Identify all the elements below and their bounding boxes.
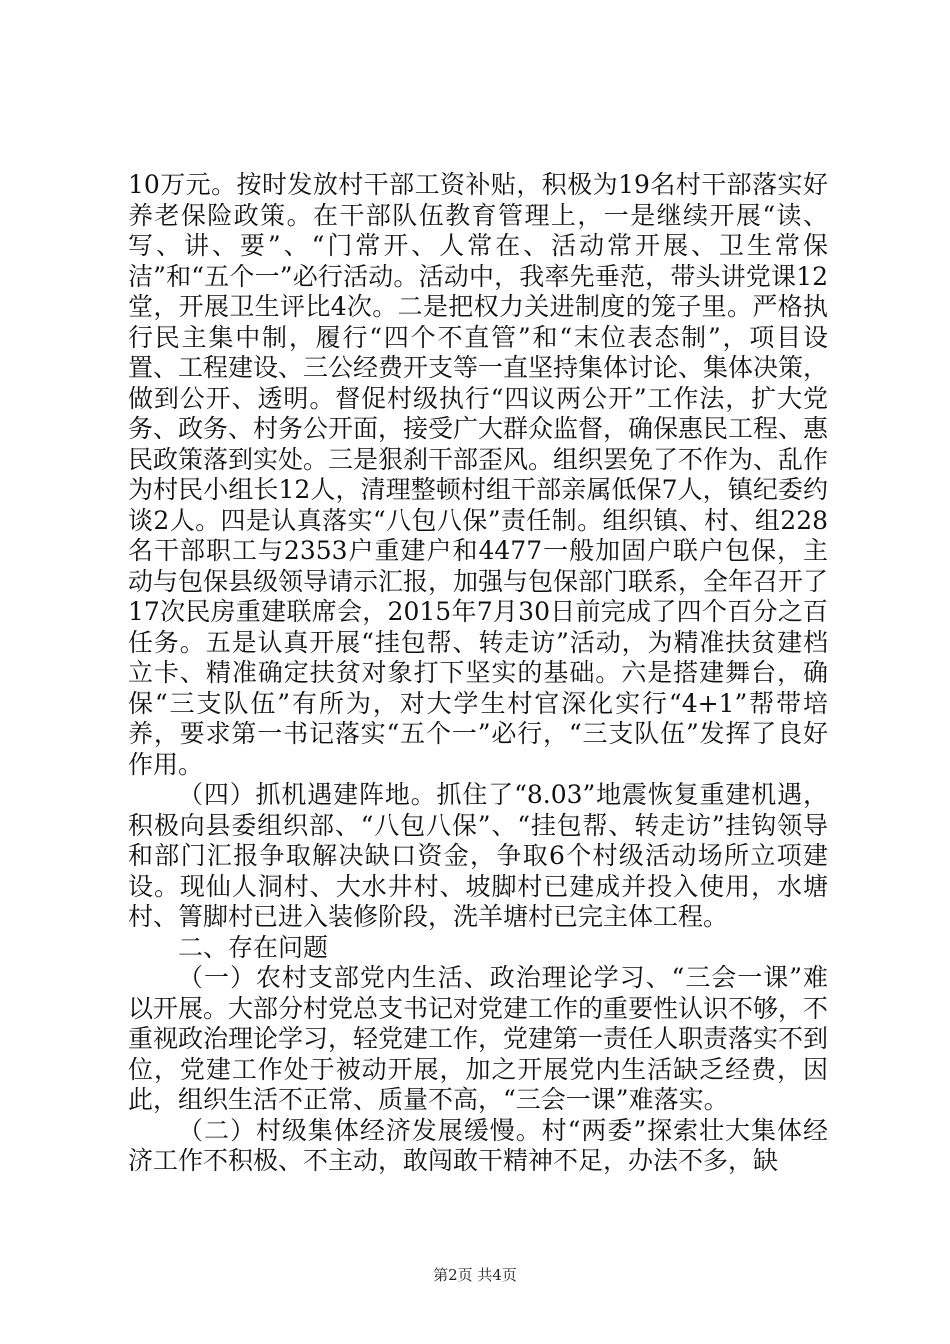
paragraph-problem-two: （二）村级集体经济发展缓慢。村“两委”探索壮大集体经济工作不积极、不主动，敢闯敢干精神不足，办法不多，缺 [128, 1115, 828, 1175]
paragraph-continuation: 10万元。按时发放村干部工资补贴，积极为19名村干部落实好养老保险政策。在干部队伍教育管理上，一是继续开展“读、写、讲、要”、“门常开、人常在、活动常开展、卫生常保洁”和“五个一”必行活动。活动中，我率先垂范，带头讲党课12堂，开展卫生评比4次。二是把权力关进制度的笼子里。严格执行民主集中制，履行“四个不直管”和“末位表态制”，项目设置、工程建设、三公经费开支等一直坚持集体讨论、集体决策，做到公开、透明。督促村级执行“四议两公开”工作法，扩大党务、政务、村务公开面，接受广大群众监督，确保惠民工程、惠民政策落到实处。三是狠刹干部歪风。组织罢免了不作为、乱作为村民小组长12人，清理整顿村组干部亲属低保7人，镇纪委约谈2人。四是认真落实“八包八保”责任制。组织镇、村、组228名干部职工与2353户重建户和4477一般加固户联户包保，主动与包保县级领导请示汇报，加强与包保部门联系，全年召开了17次民房重建联席会，2015年7月30日前完成了四个百分之百任务。五是认真开展“挂包帮、转走访”活动，为精准扶贫建档立卡、精准确定扶贫对象打下坚实的基础。六是搭建舞台，确保“三支队伍”有所为，对大学生村官深化实行“4+1”帮带培养，要求第一书记落实“五个一”必行，“三支队伍”发挥了良好作用。 [128, 170, 829, 779]
document-body [128, 170, 828, 1177]
section-heading-problems: 二、存在问题 [178, 932, 329, 962]
paragraph-problem-one: （一）农村支部党内生活、政治理论学习、“三会一课”难以开展。大部分村党总支书记对党建工作的重要性认识不够，不重视政治理论学习，轻党建工作，党建第一责任人职责落实不到位，党建工作处于被动开展，加之开展党内生活缺乏经费，因此，组织生活不正常、质量不高，“三会一课”难落实。 [128, 963, 829, 1114]
page-number-footer: 第2页 共4页 [433, 1266, 517, 1284]
paragraph-section-four: （四）抓机遇建阵地。抓住了“8.03”地震恢复重建机遇，积极向县委组织部、“八包八保”、“挂包帮、转走访”挂钩领导和部门汇报争取解决缺口资金，争取6个村级活动场所立项建设。现仙人洞村、大水井村、坡脚村已建成并投入使用，水塘村、箐脚村已进入装修阶段，洗羊塘村已完主体工程。 [128, 780, 828, 931]
